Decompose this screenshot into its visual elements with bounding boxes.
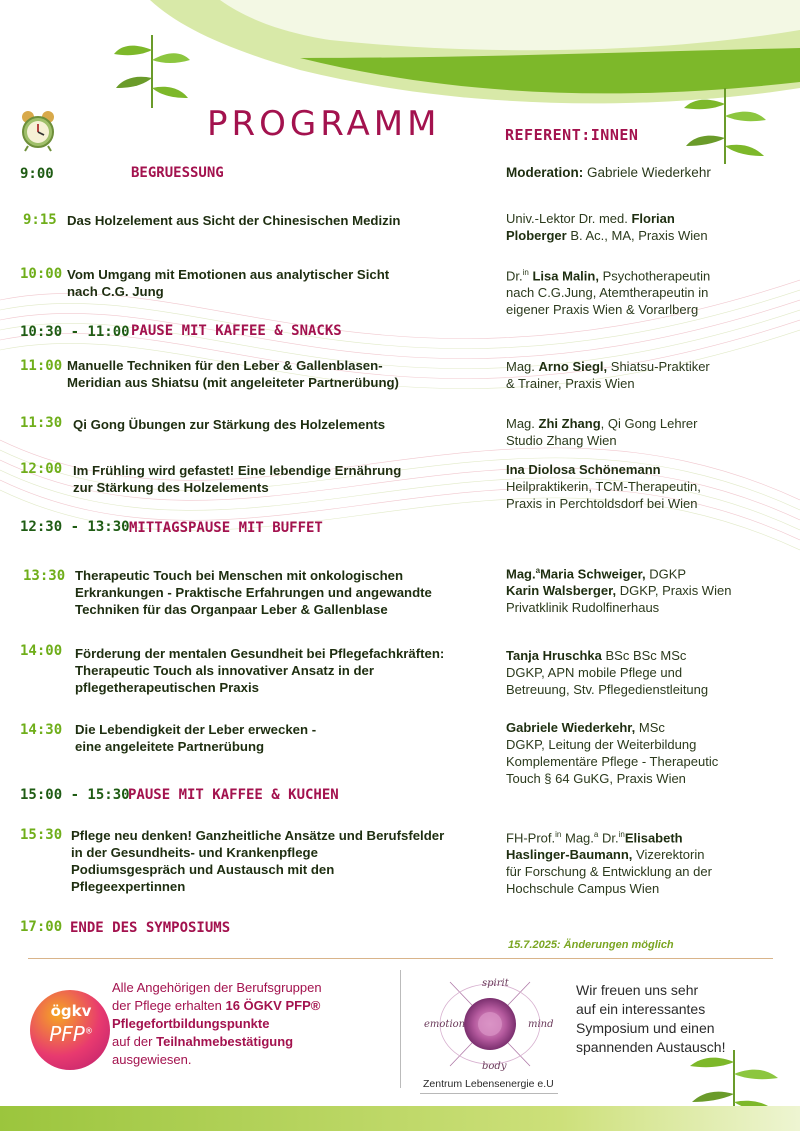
talk-title: Die Lebendigkeit der Leber erwecken - eine angeleitete Partnerübung (75, 722, 317, 754)
mandala-word-spirit: spirit (482, 978, 509, 989)
mandala-word-emotion: emotion (424, 1019, 466, 1030)
section-heading: BEGRUESSUNG (131, 165, 224, 181)
talk-title: Förderung der mentalen Gesundheit bei Pflegefachkräften: Therapeutic Touch als innovativer Ansatz in der pflegetherapeutischen Praxis (75, 646, 445, 695)
time-label: 15:00 - 15:30 (20, 787, 130, 803)
speakers-heading: REFERENT:INNEN (505, 126, 639, 144)
alarm-clock-icon (18, 108, 58, 152)
mandala-word-mind: mind (528, 1019, 554, 1030)
speaker-info: Tanja Hruschka BSc BSc MSc DGKP, APN mobile Pflege und Betreuung, Stv. Pflegedienstleitung (506, 648, 709, 697)
speaker-info: Ina Diolosa Schönemann Heilpraktikerin, TCM-Therapeutin, Praxis in Perchtoldsdorf bei Wien (506, 462, 701, 511)
talk-title: Therapeutic Touch bei Menschen mit onkologischen Erkrankungen - Praktische Erfahrungen und angewandte Techniken für das Organpaar Leber & Gallenblase (75, 568, 432, 617)
talk-title: Manuelle Techniken für den Leber & Gallenblasen- Meridian aus Shiatsu (mit angeleiteter Partnerübung) (67, 358, 399, 390)
section-heading: PAUSE MIT KAFFEE & SNACKS (131, 323, 342, 339)
mandala-logo (420, 974, 560, 1074)
bamboo-leaves-icon (680, 86, 770, 166)
talk-title: Im Frühling wird gefastet! Eine lebendige Ernährung zur Stärkung des Holzelements (73, 463, 402, 495)
talk-title: Qi Gong Übungen zur Stärkung des Holzelements (73, 417, 386, 432)
logo-text-pfp: PFP® (49, 1022, 93, 1046)
center-name-underline (420, 1093, 558, 1094)
accreditation-info: Alle Angehörigen der Berufsgruppen der Pflege erhalten 16 ÖGKV PFP® Pflegefortbildungspunkte auf der Teilnahmebestätigung ausgewiesen. (112, 980, 322, 1067)
talk-title: Das Holzelement aus Sicht der Chinesischen Medizin (67, 213, 401, 228)
time-label: 9:00 (20, 166, 54, 182)
section-heading: PAUSE MIT KAFFEE & KUCHEN (128, 787, 339, 803)
footer-vertical-divider (400, 970, 401, 1088)
time-label: 14:00 (20, 643, 63, 659)
page-title: PROGRAMM (207, 104, 441, 144)
time-label: 11:00 (20, 358, 63, 374)
section-heading: MITTAGSPAUSE MIT BUFFET (129, 520, 323, 536)
speaker-info: Moderation: Gabriele Wiederkehr (506, 165, 711, 180)
closing-message: Wir freuen uns sehr auf ein interessantes Symposium und einen spannenden Austausch! (576, 982, 726, 1055)
speaker-info: Mag. Arno Siegl, Shiatsu-Praktiker & Trainer, Praxis Wien (506, 359, 710, 391)
footer-bar (0, 1106, 800, 1131)
speaker-info: Mag.$^a$Maria Schweiger, DGKP Karin Walsberger, DGKP, Praxis Wien Privatklinik Rudolfinerhaus (506, 566, 732, 616)
time-label: 10:30 - 11:00 (20, 324, 130, 340)
speaker-info: FH-Prof.$^{in}$ Mag.$^a$ Dr.$^{in}$Elisabeth Haslinger-Baumann, Vizerektorin für Forschung & Entwicklung an der Hochschule Campus Wien (506, 830, 712, 897)
center-name: Zentrum Lebensenergie e.U (423, 1078, 554, 1090)
speaker-info: Gabriele Wiederkehr, MSc DGKP, Leitung der Weiterbildung Komplementäre Pflege - Therapeutic Touch § 64 GuKG, Praxis Wien (506, 720, 719, 786)
logo-text-oegkv: ögkv (50, 1002, 92, 1020)
speaker-info: Mag. Zhi Zhang, Qi Gong Lehrer Studio Zhang Wien (506, 416, 698, 448)
time-label: 17:00 (20, 919, 63, 935)
mandala-word-body: body (482, 1061, 507, 1072)
time-label: 11:30 (20, 415, 63, 431)
time-label: 13:30 (23, 568, 66, 584)
changes-note: 15.7.2025: Änderungen möglich (508, 939, 674, 951)
time-label: 12:00 (20, 461, 63, 477)
bamboo-leaves-icon (112, 30, 192, 110)
speaker-info: Dr.$^{in}$ Lisa Malin, Psychotherapeutin nach C.G.Jung, Atemtherapeutin in eigener Praxis Wien & Vorarlberg (506, 268, 711, 318)
time-label: 15:30 (20, 827, 63, 843)
section-heading: ENDE DES SYMPOSIUMS (70, 920, 231, 936)
time-label: 9:15 (23, 212, 57, 228)
time-label: 10:00 (20, 266, 63, 282)
speaker-info: Univ.-Lektor Dr. med. Florian Ploberger B. Ac., MA, Praxis Wien (506, 211, 708, 243)
time-label: 12:30 - 13:30 (20, 519, 130, 535)
talk-title: Pflege neu denken! Ganzheitliche Ansätze und Berufsfelder in der Gesundheits- und Krankenpflege Podiumsgespräch und Austausch mit den Pflegeexpertinnen (71, 828, 445, 894)
talk-title: Vom Umgang mit Emotionen aus analytischer Sicht nach C.G. Jung (67, 267, 390, 299)
footer-divider (28, 958, 773, 959)
time-label: 14:30 (20, 722, 63, 738)
